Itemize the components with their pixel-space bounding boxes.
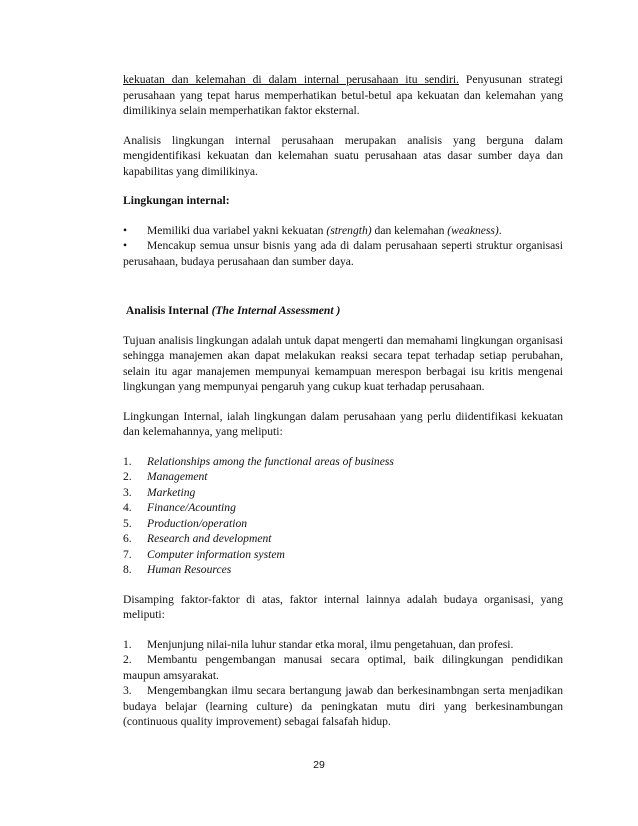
analisis-internal-heading: Analisis Internal (The Internal Assessment ): [125, 304, 341, 317]
budaya-intro-paragraph: Disamping faktor-faktor di atas, faktor internal lainnya adalah budaya organisasi, yang meliputi:: [123, 592, 563, 621]
lingkungan-internal-heading: Lingkungan internal:: [123, 194, 230, 207]
bullet-item: • Memiliki dua variabel yakni kekuatan (strength) dan kelemahan (weakness).: [123, 223, 502, 237]
section-spacer: [123, 283, 563, 303]
list-item: 3. Mengembangkan ilmu secara bertangung jawab dan berkesinambngan serta menjadikan budaya belajar (learning culture) da peningkatan mutu diri yang berkesinambungan (continuous quality improvement) sebagai falsafah hidup.: [123, 684, 563, 728]
list-item: 8. Human Resources: [123, 563, 232, 576]
tujuan-paragraph: Tujuan analisis lingkungan adalah untuk dapat mengerti dan memahami lingkungan organisasi sehingga manajemen akan dapat melakukan reaksi secara tepat terhadap setiap perubahan, selain itu agar manajemen mempunyai kemampuan merespon berbagai isu kritis mengenai lingkungan yang mempunyai pengaruh yang cukup kuat terhadap perusahaan.: [123, 333, 563, 393]
intro-underlined-text: kekuatan dan kelemahan di dalam internal perusahaan itu sendiri.: [123, 73, 459, 86]
list-item: 1. Menjunjung nilai-nila luhur standar etka moral, ilmu pengetahuan, dan profesi.: [123, 637, 514, 651]
list-item: 2. Management: [123, 470, 208, 483]
list-item: 3. Marketing: [123, 485, 196, 499]
list-item: 5. Production/operation: [123, 516, 248, 530]
list-item: 4. Finance/Acounting: [123, 501, 236, 514]
functional-areas-list: [123, 454, 563, 578]
lingkungan-bullet-list: [123, 223, 563, 270]
budaya-list: [123, 637, 563, 730]
bullet-item: • Mencakup semua unsur bisnis yang ada di dalam perusahaan seperti struktur organisasi perusahaan, budaya perusahaan dan sumber daya.: [123, 239, 563, 268]
list-item: 2. Membantu pengembangan manusai secara optimal, baik dilingkungan pendidikan maupun amsyarakat.: [123, 653, 563, 682]
list-item: 7. Computer information system: [123, 547, 285, 561]
bullet-icon: •: [123, 223, 128, 237]
bullet-icon: •: [123, 239, 128, 252]
document-page: [123, 72, 563, 730]
list-item: 1. Relationships among the functional areas of business: [123, 454, 394, 468]
list-item: 6. Research and development: [123, 532, 272, 545]
page-number: 29: [313, 759, 325, 771]
analisis-lingkungan-paragraph: Analisis lingkungan internal perusahaan merupakan analisis yang berguna dalam mengidentifikasi kekuatan dan kelemahan suatu perusahaan atas dasar sumber daya dan kapabilitas yang dimilikinya.: [123, 133, 563, 178]
intro-text: Penyusunan strategi perusahaan yang tepat harus memperhatikan betul-betul apa kekuatan dan kelemahan yang dimilikinya selain memperhatikan faktor eksternal.: [123, 73, 563, 117]
intro-paragraph: [123, 72, 563, 119]
lingkungan-internal-intro: Lingkungan Internal, ialah lingkungan dalam perusahaan yang perlu diidentifikasi kekuatan dan kelemahannya, yang meliputi:: [123, 409, 563, 438]
